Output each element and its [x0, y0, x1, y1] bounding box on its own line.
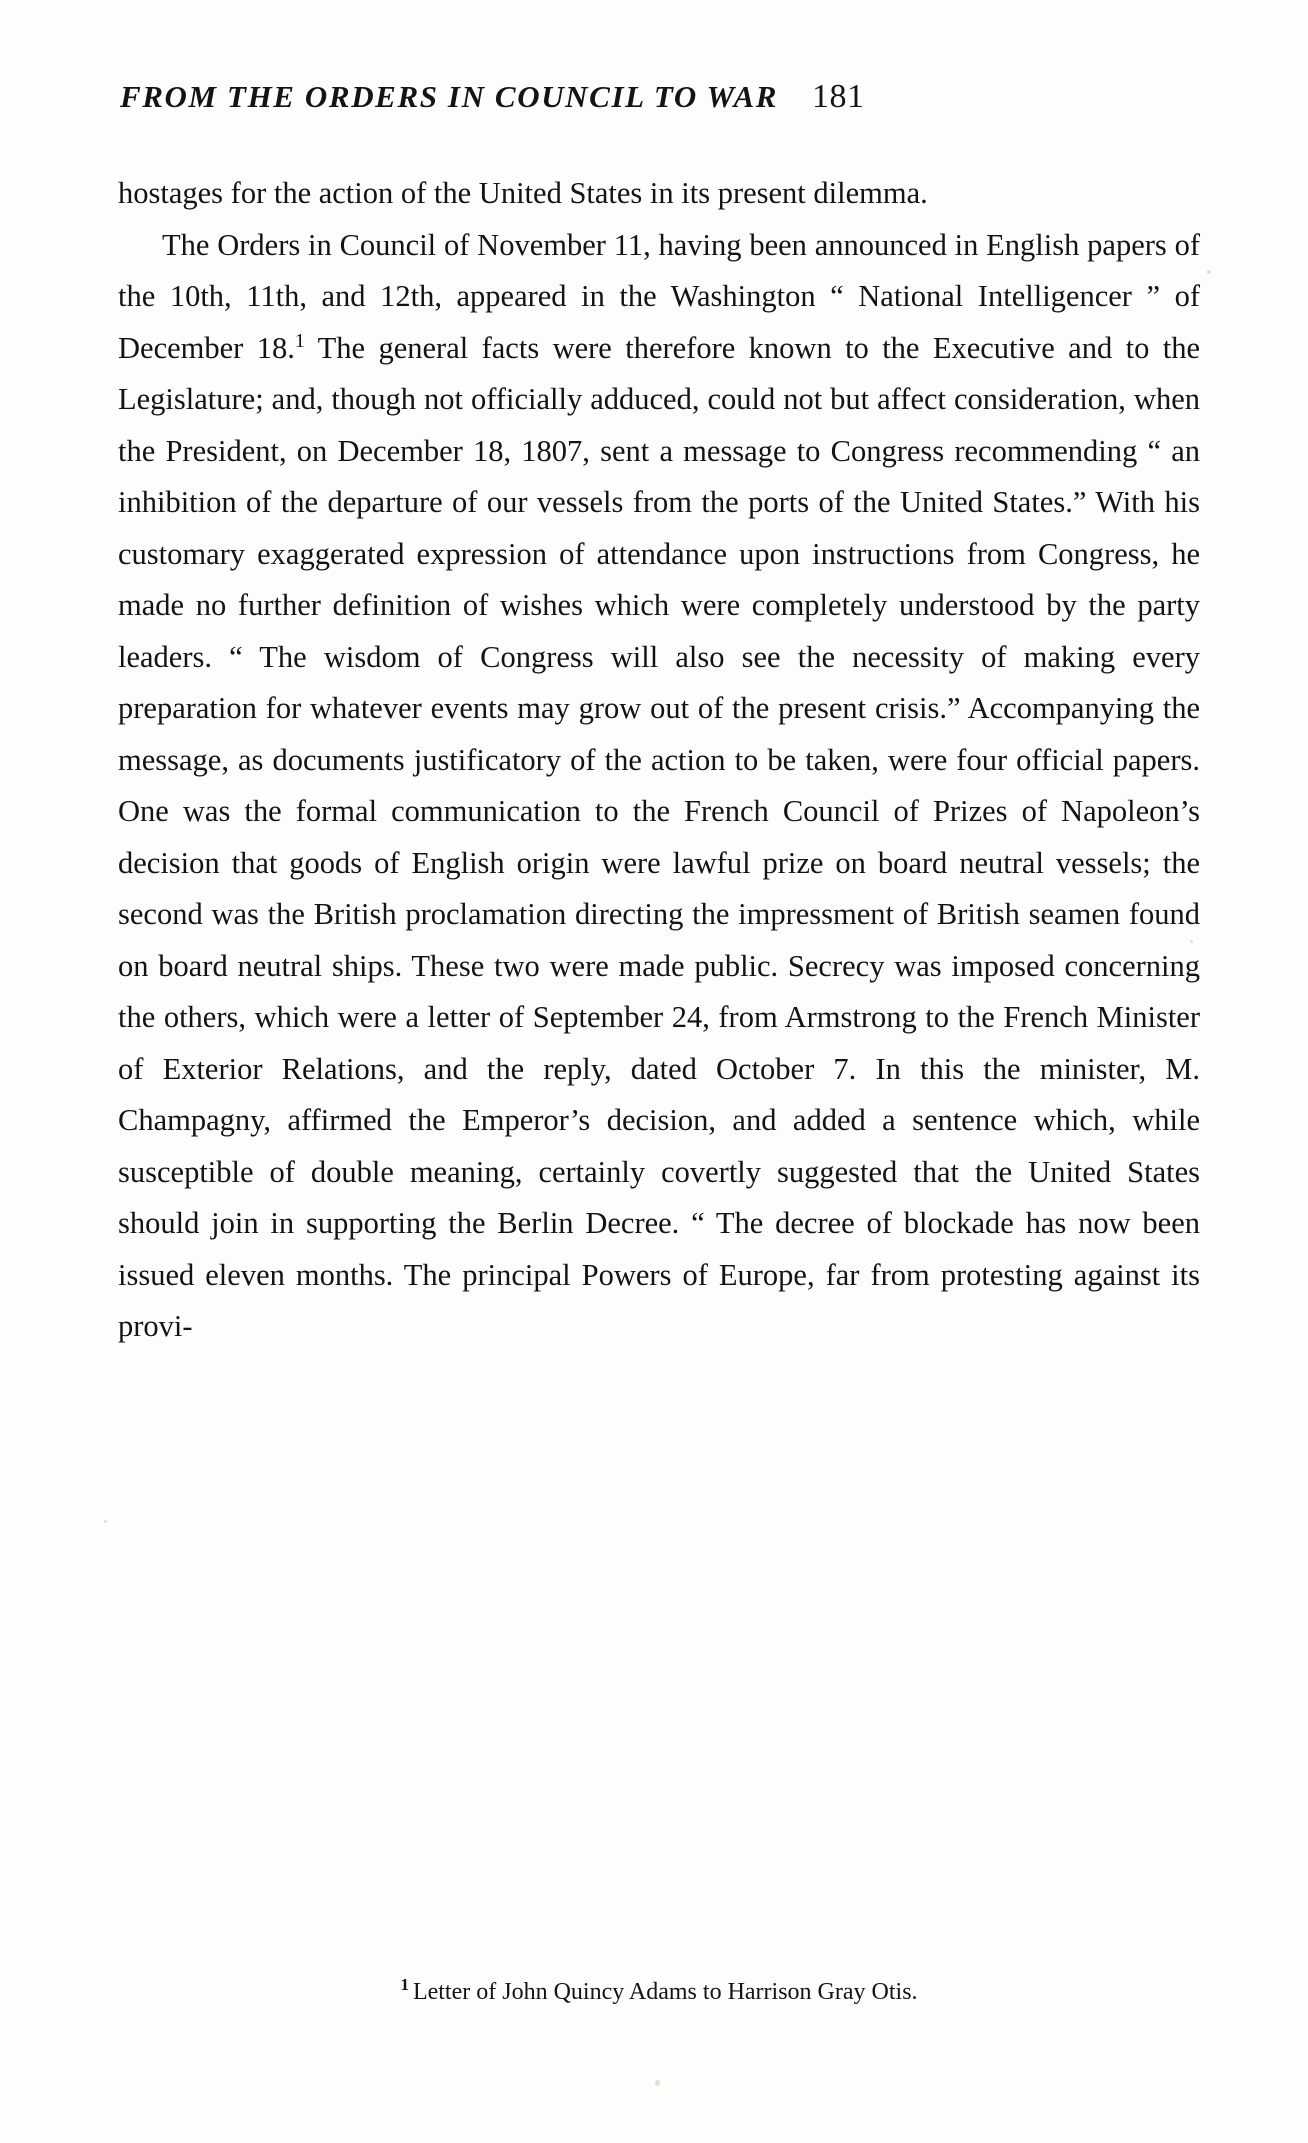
running-head: FROM THE ORDERS IN COUNCIL TO WAR — [120, 79, 779, 114]
footnote-number: 1 — [400, 1975, 409, 1994]
paper-speck — [1190, 940, 1193, 943]
paper-speck — [104, 1520, 107, 1523]
paragraph-2 — [118, 220, 1200, 1353]
paragraph-2-part-b: The general facts were therefore known to the Executive and to the Legislature; and, though not officially adduced, could not but affect consideration, when the President, on December 18, 1807, sent a message to Congress recommending “ an inhibition of the departure of our vessels from the ports of the United States.” With his customary exaggerated expression of attendance upon instructions from Congress, he made no further definition of wishes which were completely understood by the party leaders. “ The wisdom of Congress will also see the necessity of making every preparation for whatever events may grow out of the present crisis.” Accompanying the message, as documents justificatory of the action to be taken, were four official papers. One was the formal communication to the French Council of Prizes of Napoleon’s decision that goods of English origin were lawful prize on board neutral vessels; the second was the British proclamation directing the impressment of British seamen found on board neutral ships. These two were made public. Secrecy was imposed concerning the others, which were a letter of September 24, from Armstrong to the French Minister of Exterior Relations, and the reply, dated October 7. In this the minister, M. Champagny, affirmed the Emperor’s decision, and added a sentence which, while susceptible of double meaning, certainly covertly suggested that the United States should join in supporting the Berlin Decree. “ The decree of blockade has now been issued eleven months. The principal Powers of Europe, far from protesting against its provi- — [118, 330, 1200, 1343]
page-number: 181 — [812, 78, 865, 115]
paper-speck — [655, 2080, 660, 2086]
paper-speck — [1207, 270, 1211, 274]
footnote-text: Letter of John Quincy Adams to Harrison Gray Otis. — [412, 1979, 918, 2005]
footnote-marker: 1 — [294, 329, 305, 352]
paragraph-2-part-a: The Orders in Council of November 11, having been announced in English papers of the 10th, 11th, and 12th, appeared in the Washington “ National Intelligencer ” of December 18. — [118, 227, 1200, 365]
body-text — [118, 168, 1200, 1353]
paragraph-1: hostages for the action of the United States in its present dilemma. — [118, 176, 928, 210]
page-header — [120, 78, 1200, 116]
footnote — [118, 1975, 1200, 2009]
